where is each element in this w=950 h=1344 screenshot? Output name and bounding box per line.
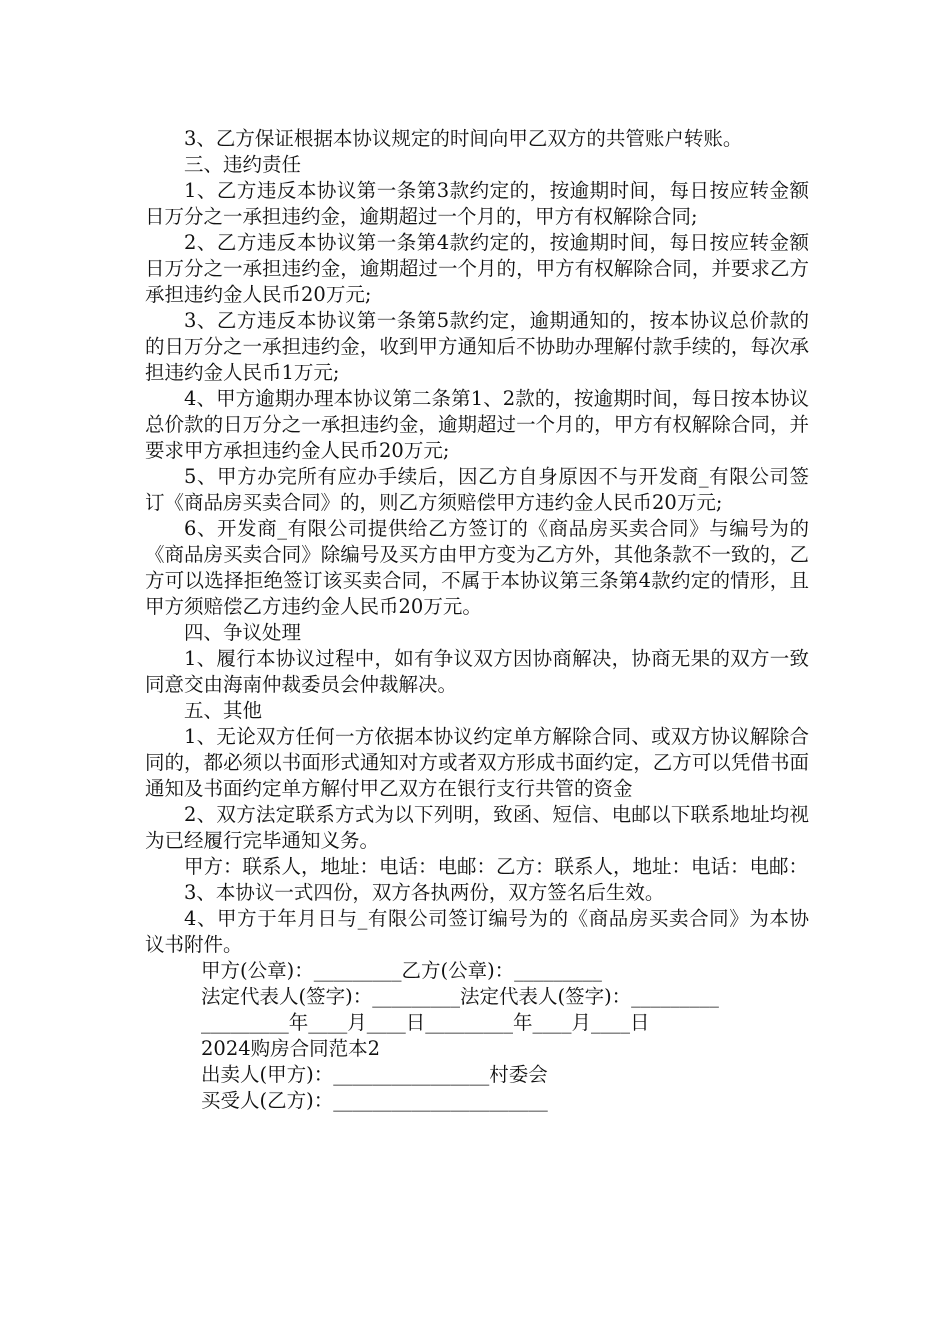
paragraph: 4、甲方于年月日与_有限公司签订编号为的《商品房买卖合同》为本协议书附件。 [145, 907, 809, 956]
paragraph: 2、乙方违反本协议第一条第4款约定的，按逾期时间，每日按应转金额日万分之一承担违约金，逾期超过一个月的，甲方有权解除合同，并要求乙方承担违约金人民币20万元; [145, 231, 809, 306]
section-heading: 四、争议处理 [184, 621, 302, 644]
section-heading: 三、违约责任 [184, 153, 302, 176]
paragraph: 2、双方法定联系方式为以下列明，致函、短信、电邮以下联系地址均视为已经履行完毕通知义务。 [145, 803, 809, 852]
paragraph: 6、开发商_有限公司提供给乙方签订的《商品房买卖合同》与编号为的《商品房买卖合同》除编号及买方由甲方变为乙方外，其他条款不一致的，乙方可以选择拒绝签订该买卖合同，不属于本协议第三条第4款约定的情形，且甲方须赔偿乙方违约金人民币20万元。 [145, 517, 809, 618]
signature-line: 2024购房合同范本2 [201, 1037, 381, 1060]
paragraph: 4、甲方逾期办理本协议第二条第1、2款的，按逾期时间，每日按本协议总价款的日万分之一承担违约金，逾期超过一个月的，甲方有权解除合同，并要求甲方承担违约金人民币20万元; [145, 387, 809, 462]
paragraph: 3、乙方保证根据本协议规定的时间向甲乙双方的共管账户转账。 [184, 127, 743, 150]
signature-line: 出卖人(甲方)：________________村委会 [201, 1063, 548, 1086]
signature-line: _________年____月____日_________年____月____日 [201, 1011, 650, 1034]
paragraph: 甲方：联系人，地址：电话：电邮：乙方：联系人，地址：电话：电邮： [184, 855, 809, 878]
paragraph: 5、甲方办完所有应办手续后，因乙方自身原因不与开发商_有限公司签订《商品房买卖合同》的，则乙方须赔偿甲方违约金人民币20万元; [145, 465, 809, 514]
paragraph: 3、乙方违反本协议第一条第5款约定，逾期通知的，按本协议总价款的的日万分之一承担违约金，收到甲方通知后不协助办理解付款手续的，每次承担违约金人民币1万元; [145, 309, 809, 384]
signature-line: 法定代表人(签字)：_________法定代表人(签字)：_________ [201, 985, 719, 1008]
paragraph: 1、乙方违反本协议第一条第3款约定的，按逾期时间，每日按应转金额日万分之一承担违约金，逾期超过一个月的，甲方有权解除合同; [145, 179, 809, 228]
paragraph: 1、无论双方任何一方依据本协议约定单方解除合同、或双方协议解除合同的，都必须以书面形式通知对方或者双方形成书面约定，乙方可以凭借书面通知及书面约定单方解付甲乙双方在银行支行共管的资金 [145, 725, 809, 800]
paragraph: 3、本协议一式四份，双方各执两份，双方签名后生效。 [184, 881, 665, 904]
signature-line: 买受人(乙方)：______________________ [201, 1089, 548, 1112]
section-heading: 五、其他 [184, 699, 263, 722]
document-body [145, 126, 809, 1114]
paragraph: 1、履行本协议过程中，如有争议双方因协商解决，协商无果的双方一致同意交由海南仲裁委员会仲裁解决。 [145, 647, 809, 696]
signature-line: 甲方(公章)：_________乙方(公章)：_________ [201, 959, 602, 982]
